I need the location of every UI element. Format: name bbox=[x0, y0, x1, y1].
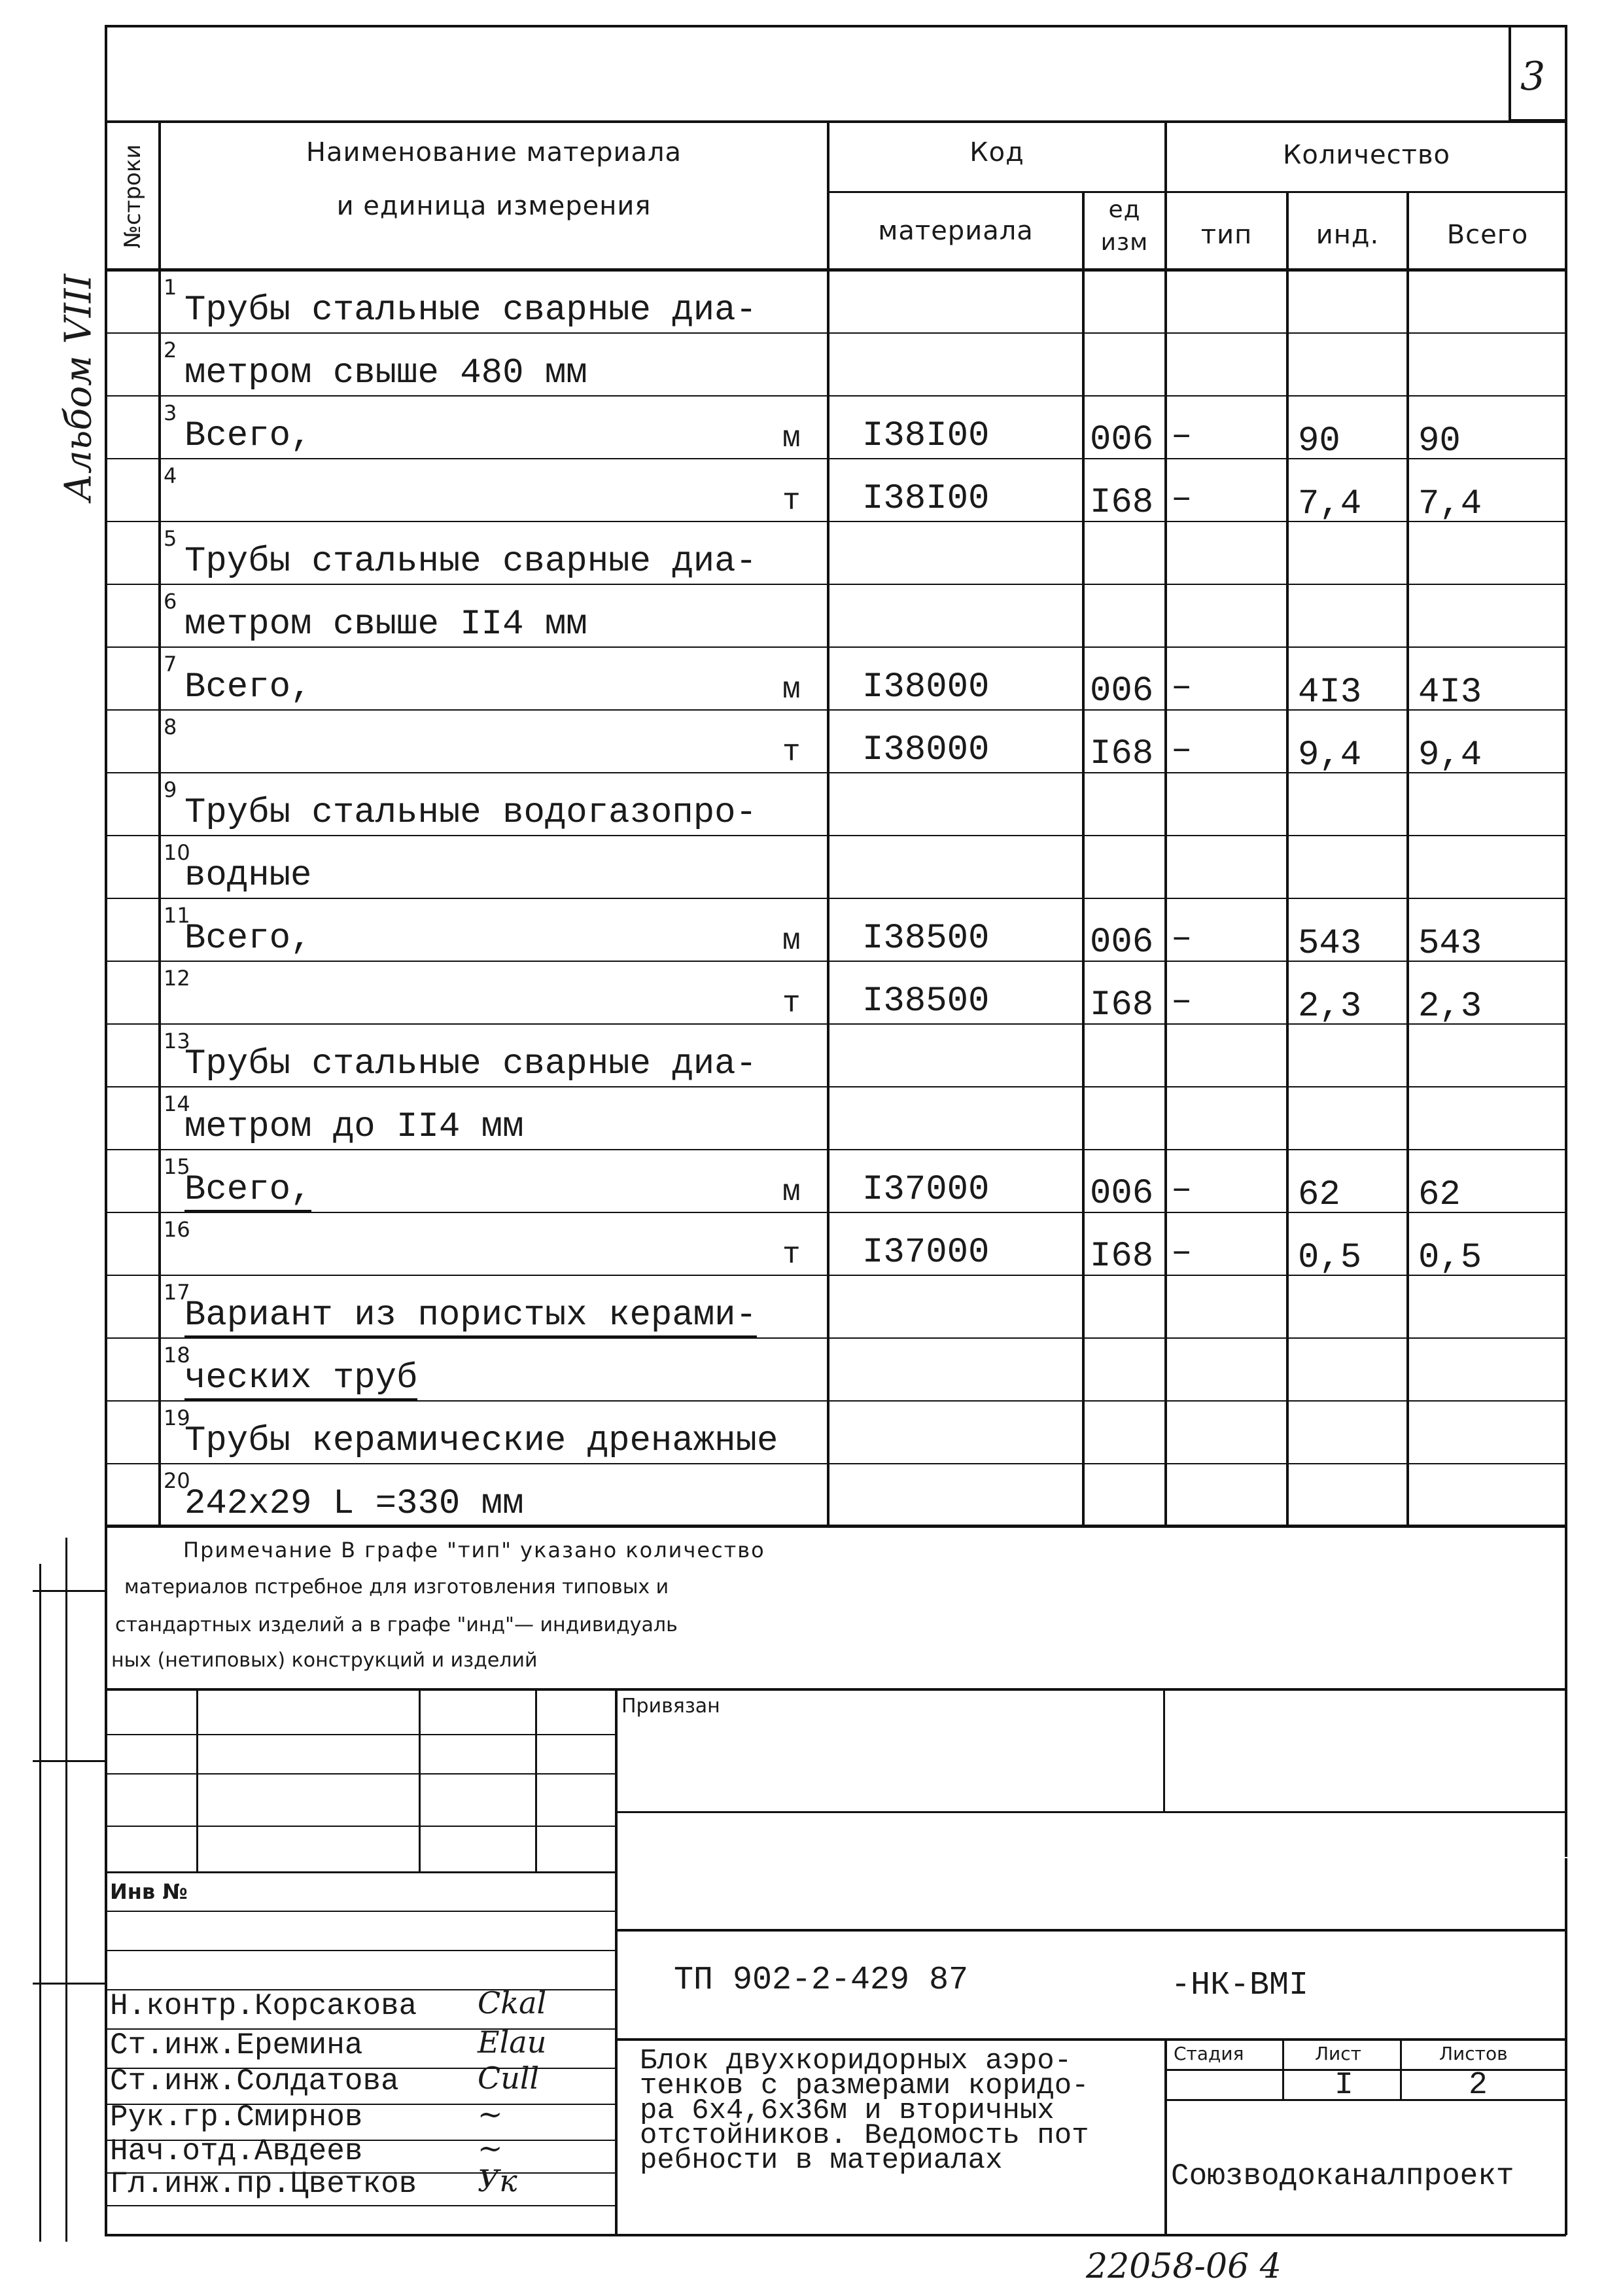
unit-code: 006 bbox=[1090, 671, 1154, 711]
row-number: 5 bbox=[164, 526, 177, 551]
material-name: Всего, bbox=[184, 919, 312, 959]
qty-individual: 9,4 bbox=[1298, 735, 1362, 775]
stage-label: Стадия bbox=[1174, 2043, 1244, 2064]
material-code: I38000 bbox=[862, 730, 990, 770]
unit-code: 006 bbox=[1090, 1174, 1154, 1214]
header-row-number: №строки bbox=[120, 144, 146, 249]
qty-type: – bbox=[1171, 1170, 1193, 1210]
note-line-2: материалов пстребное для изготовления типовых и bbox=[124, 1576, 669, 1598]
signature-role-name: Нач.отд.Авдеев bbox=[110, 2134, 363, 2168]
unit-code: I68 bbox=[1090, 985, 1154, 1025]
material-name: 242x29 L =330 мм bbox=[184, 1484, 524, 1524]
row-number: 6 bbox=[164, 589, 177, 614]
handwritten-signature: Ук bbox=[478, 2163, 517, 2199]
material-code: I37000 bbox=[862, 1170, 990, 1210]
material-name: Трубы стальные сварные диа- bbox=[184, 291, 757, 330]
qty-individual: 62 bbox=[1298, 1175, 1340, 1215]
qty-total: 2,3 bbox=[1418, 987, 1482, 1027]
qty-total: 4I3 bbox=[1418, 673, 1482, 713]
material-code: I38000 bbox=[862, 667, 990, 707]
material-code: I38I00 bbox=[862, 479, 990, 519]
qty-total: 7,4 bbox=[1418, 484, 1482, 524]
handwritten-signature: ~ bbox=[478, 2096, 503, 2132]
row-number: 16 bbox=[164, 1217, 190, 1242]
qty-total: 543 bbox=[1418, 924, 1482, 964]
unit: т bbox=[782, 1238, 801, 1272]
row-number: 8 bbox=[164, 715, 177, 739]
qty-type: – bbox=[1171, 667, 1193, 707]
sheets-value: 2 bbox=[1469, 2068, 1488, 2103]
row-number: 17 bbox=[164, 1280, 190, 1305]
unit: м bbox=[782, 1175, 801, 1209]
unit: м bbox=[782, 673, 801, 707]
qty-total: 9,4 bbox=[1418, 735, 1482, 775]
qty-type: – bbox=[1171, 1233, 1193, 1273]
unit-code: I68 bbox=[1090, 483, 1154, 523]
unit: м bbox=[782, 421, 801, 455]
sheet-label: Лист bbox=[1315, 2043, 1361, 2064]
row-number: 4 bbox=[164, 463, 177, 488]
sheets-label: Листов bbox=[1439, 2043, 1508, 2064]
document-mark: -НК-ВМI bbox=[1171, 1967, 1309, 2004]
material-name: Трубы стальные сварные диа- bbox=[184, 542, 757, 582]
material-name: Трубы стальные сварные диа- bbox=[184, 1044, 757, 1084]
qty-individual: 543 bbox=[1298, 924, 1362, 964]
signature-role-name: Ст.инж.Солдатова bbox=[110, 2064, 399, 2098]
material-name: ческих труб bbox=[184, 1358, 417, 1400]
note-line-3: стандартных изделий а в графе "инд"— индивидуаль bbox=[115, 1614, 678, 1636]
qty-individual: 2,3 bbox=[1298, 987, 1362, 1027]
material-name: Трубы керамические дренажные bbox=[184, 1421, 778, 1461]
description-line: Блок двухкоридорных аэро- bbox=[640, 2045, 1072, 2077]
header-qty-type: тип bbox=[1200, 220, 1253, 250]
row-number: 15 bbox=[164, 1154, 190, 1179]
row-number: 13 bbox=[164, 1029, 190, 1053]
signature-role-name: Н.контр.Корсакова bbox=[110, 1989, 417, 2023]
unit: м bbox=[782, 924, 801, 958]
row-number: 7 bbox=[164, 652, 177, 677]
row-number: 1 bbox=[164, 275, 177, 300]
material-name: метром свыше II4 мм bbox=[184, 605, 587, 645]
qty-total: 0,5 bbox=[1418, 1238, 1482, 1278]
qty-type: – bbox=[1171, 981, 1193, 1021]
handwritten-signature: ~ bbox=[478, 2130, 503, 2166]
material-name: водные bbox=[184, 856, 312, 896]
qty-type: – bbox=[1171, 479, 1193, 519]
material-name: метром свыше 480 мм bbox=[184, 353, 587, 393]
header-name-line2: и единица измерения bbox=[336, 191, 652, 221]
note-line-4: ных (нетиповых) конструкций и изделий bbox=[111, 1649, 538, 1672]
description-line: ра 6х4,6х36м и вторичных bbox=[640, 2094, 1055, 2127]
document-code: ТП 902-2-429 87 bbox=[674, 1962, 969, 1999]
privyazan-label: Привязан bbox=[621, 1695, 720, 1718]
row-number: 3 bbox=[164, 400, 177, 425]
qty-type: – bbox=[1171, 919, 1193, 959]
header-material-code: материала bbox=[878, 216, 1034, 246]
unit: т bbox=[782, 735, 801, 769]
unit-code: 006 bbox=[1090, 923, 1154, 963]
note-line-1: Примечание В графе "тип" указано количество bbox=[183, 1538, 765, 1563]
unit-code: I68 bbox=[1090, 1237, 1154, 1277]
description-line: ребности в материалах bbox=[640, 2144, 1003, 2177]
qty-individual: 0,5 bbox=[1298, 1238, 1362, 1278]
unit-code: I68 bbox=[1090, 734, 1154, 774]
handwritten-signature: Cull bbox=[478, 2060, 540, 2096]
material-name: метром до II4 мм bbox=[184, 1107, 524, 1147]
handwritten-signature: Ckal bbox=[478, 1985, 547, 2021]
qty-type: – bbox=[1171, 730, 1193, 770]
material-name: Трубы стальные водогазопро- bbox=[184, 793, 757, 833]
qty-type: – bbox=[1171, 416, 1193, 456]
material-code: I38I00 bbox=[862, 416, 990, 456]
row-number: 9 bbox=[164, 777, 177, 802]
row-number: 12 bbox=[164, 966, 190, 991]
qty-total: 62 bbox=[1418, 1175, 1461, 1215]
material-name: Вариант из пористых керами- bbox=[184, 1296, 757, 1337]
qty-individual: 4I3 bbox=[1298, 673, 1362, 713]
header-quantity-group: Количество bbox=[1282, 140, 1450, 170]
header-unit-line1: ед bbox=[1108, 196, 1141, 223]
row-number: 19 bbox=[164, 1405, 190, 1430]
handwritten-signature: Elau bbox=[478, 2024, 547, 2060]
material-name: Всего, bbox=[184, 416, 312, 456]
material-name: Всего, bbox=[184, 1170, 311, 1212]
unit-code: 006 bbox=[1090, 420, 1154, 460]
material-name: Всего, bbox=[184, 667, 312, 707]
signature-role-name: Ст.инж.Еремина bbox=[110, 2028, 363, 2062]
row-number: 14 bbox=[164, 1091, 190, 1116]
row-number: 10 bbox=[164, 840, 190, 865]
signature-role-name: Гл.инж.пр.Цветков bbox=[110, 2167, 417, 2201]
page-number: 3 bbox=[1520, 54, 1546, 99]
material-code: I38500 bbox=[862, 981, 990, 1021]
row-number: 20 bbox=[164, 1468, 190, 1493]
unit: т bbox=[782, 484, 801, 518]
album-label: Альбом VIII bbox=[57, 274, 100, 502]
header-code-group: Код bbox=[969, 137, 1024, 168]
header-unit-line2: изм bbox=[1100, 229, 1149, 256]
unit: т bbox=[782, 987, 801, 1021]
qty-total: 90 bbox=[1418, 421, 1461, 461]
qty-individual: 90 bbox=[1298, 421, 1340, 461]
organization-name: Союзводоканалпроект bbox=[1171, 2159, 1514, 2193]
row-number: 2 bbox=[164, 338, 177, 362]
row-number: 18 bbox=[164, 1343, 190, 1368]
header-qty-individual: инд. bbox=[1316, 220, 1380, 250]
description-line: тенков с размерами коридо- bbox=[640, 2070, 1089, 2102]
qty-individual: 7,4 bbox=[1298, 484, 1362, 524]
header-name-line1: Наименование материала bbox=[305, 137, 682, 168]
description-line: отстойников. Ведомость пот bbox=[640, 2119, 1089, 2152]
signature-role-name: Рук.гр.Смирнов bbox=[110, 2100, 363, 2134]
header-qty-total: Всего bbox=[1446, 220, 1529, 250]
bottom-archive-code: 22058-06 4 bbox=[1086, 2247, 1282, 2286]
material-code: I38500 bbox=[862, 919, 990, 959]
inventory-number-label: Инв № bbox=[110, 1879, 188, 1904]
sheet-value: I bbox=[1335, 2068, 1353, 2103]
row-number: 11 bbox=[164, 903, 190, 928]
material-code: I37000 bbox=[862, 1233, 990, 1273]
